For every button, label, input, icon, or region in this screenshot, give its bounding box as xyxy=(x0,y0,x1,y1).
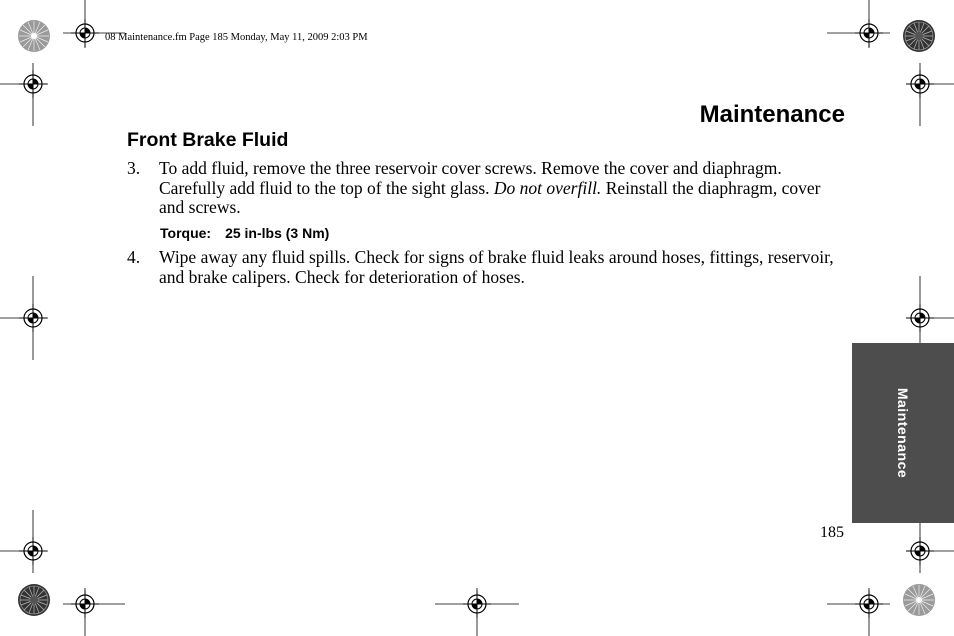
step-text: Wipe away any fluid spills. Check for signs of brake fluid leaks around hoses, fittings, reservoir, and brake calipers. Check for deterioration of hoses. xyxy=(159,247,834,287)
radial-starburst-icon xyxy=(903,584,935,616)
step-number: 4. xyxy=(127,247,141,267)
step-3 xyxy=(127,159,845,218)
warning-emphasis: Do not overfill. xyxy=(493,177,602,198)
section-title: Front Brake Fluid xyxy=(127,129,289,151)
torque-spec xyxy=(160,225,329,241)
side-tab-label: Maintenance xyxy=(895,387,911,479)
chapter-title: Maintenance xyxy=(699,101,845,128)
torque-value: 25 in-lbs (3 Nm) xyxy=(225,225,330,241)
page-number: 185 xyxy=(820,524,844,541)
chapter-side-tab xyxy=(852,343,954,523)
file-header: 08 Maintenance.fm Page 185 Monday, May 11, 2009 2:03 PM xyxy=(105,32,368,43)
radial-starburst-icon xyxy=(18,584,50,616)
step-4 xyxy=(127,248,845,287)
radial-starburst-icon xyxy=(903,20,935,52)
step-number: 3. xyxy=(127,158,141,178)
step-text: To add fluid, remove the three reservoir cover screws. Remove the cover and diaphragm. Carefully add fluid to the top of the sight glass. Do not overfill. Reinstall the diaphragm, cover and screws. xyxy=(159,158,821,217)
radial-starburst-icon xyxy=(18,20,50,52)
torque-label: Torque: xyxy=(160,225,212,241)
